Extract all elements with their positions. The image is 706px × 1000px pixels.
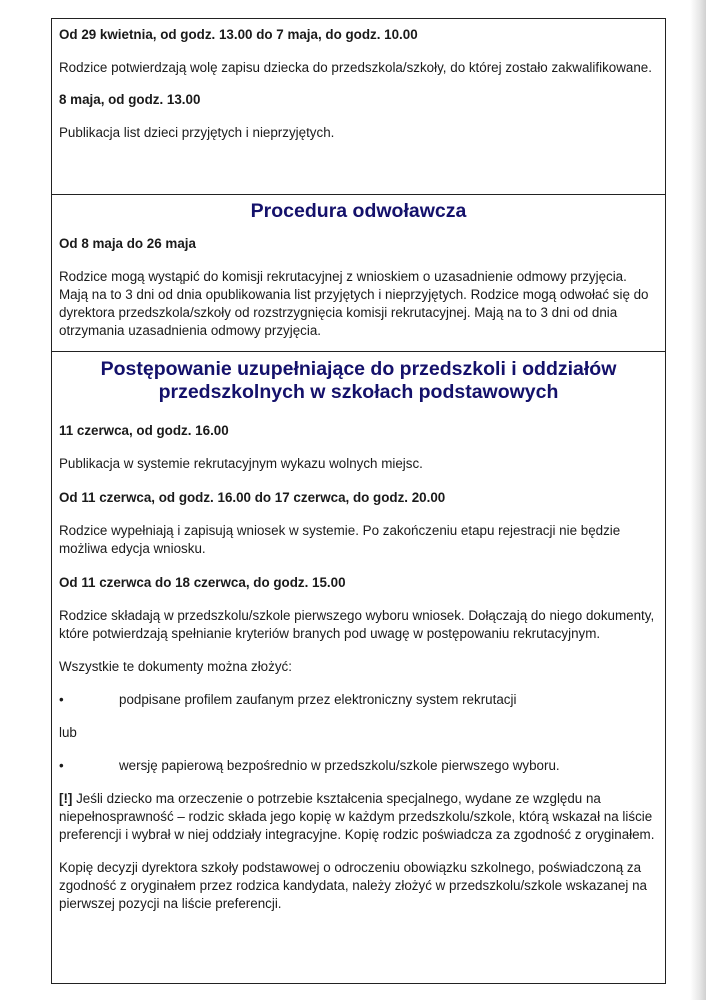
- bullet-text: podpisane profilem zaufanym przez elektroniczny system rekrutacji: [119, 692, 517, 707]
- schedule-table: [51, 18, 666, 984]
- bullet-item: [59, 691, 658, 709]
- note-text: Jeśli dziecko ma orzeczenie o potrzebie kształcenia specjalnego, wydane ze względu na niepełnosprawność – rodzic składa jego kopię w każdym przedszkolu/szkole, którą wskazał na liście preferencji i wybrał w niej oddziały integracyjne. Kopię rodzic poświadcza za zgodność z oryginałem.: [59, 791, 655, 842]
- paragraph: Rodzice mogą wystąpić do komisji rekrutacyjnej z wnioskiem o uzasadnienie odmowy przyjęcia. Mają na to 3 dni od dnia opublikowania list przyjętych i nieprzyjętych. Rodzice mogą odwołać się do dyrektora przedszkola/szkoły od rozstrzygnięcia komisji rekrutacyjnej. Mają na to 3 dni od dnia otrzymania uzasadnienia odmowy przyjęcia.: [59, 269, 649, 338]
- paragraph: Rodzice potwierdzają wolę zapisu dziecka do przedszkola/szkoły, do której zostało zakwalifikowane.: [59, 60, 652, 75]
- note-paragraph: [59, 790, 658, 844]
- warning-marker: [!]: [59, 791, 73, 806]
- section-appeal: [52, 194, 665, 351]
- bullet-marker: •: [59, 758, 64, 773]
- date-heading: Od 11 czerwca do 18 czerwca, do godz. 15.00: [59, 575, 346, 590]
- paragraph: Rodzice wypełniają i zapisują wniosek w systemie. Po zakończeniu etapu rejestracji nie będzie możliwa edycja wniosku.: [59, 523, 621, 556]
- paragraph: Wszystkie te dokumenty można złożyć:: [59, 659, 292, 674]
- section-confirmation: [52, 19, 665, 194]
- date-heading: Od 11 czerwca, od godz. 16.00 do 17 czerwca, do godz. 20.00: [59, 490, 446, 505]
- section-heading: Postępowanie uzupełniające do przedszkoli i oddziałów przedszkolnych w szkołach podstawowych: [100, 358, 617, 403]
- paragraph: Rodzice składają w przedszkolu/szkole pierwszego wyboru wniosek. Dołączają do niego dokumenty, które potwierdzają spełnianie kryteriów branych pod uwagę w postępowaniu rekrutacyjnym.: [59, 608, 655, 641]
- date-heading: 11 czerwca, od godz. 16.00: [59, 423, 229, 438]
- date-heading: Od 8 maja do 26 maja: [59, 236, 196, 251]
- paragraph: Publikacja list dzieci przyjętych i nieprzyjętych.: [59, 125, 335, 140]
- paragraph: Kopię decyzji dyrektora szkoły podstawowej o odroczeniu obowiązku szkolnego, poświadczoną za zgodność z oryginałem przez rodzica kandydata, należy złożyć w przedszkolu/szkole wskazanej na pierwszej pozycji na liście preferencji.: [59, 860, 647, 911]
- bullet-marker: •: [59, 692, 64, 707]
- bullet-item: [59, 757, 658, 775]
- date-heading: Od 29 kwietnia, od godz. 13.00 do 7 maja, do godz. 10.00: [59, 27, 418, 42]
- paragraph: lub: [59, 725, 77, 740]
- date-heading: 8 maja, od godz. 13.00: [59, 92, 201, 107]
- bullet-text: wersję papierową bezpośrednio w przedszkolu/szkole pierwszego wyboru.: [119, 758, 560, 773]
- paragraph: Publikacja w systemie rekrutacyjnym wykazu wolnych miejsc.: [59, 456, 423, 471]
- section-heading: Procedura odwoławcza: [250, 200, 467, 222]
- section-supplementary: [52, 351, 665, 983]
